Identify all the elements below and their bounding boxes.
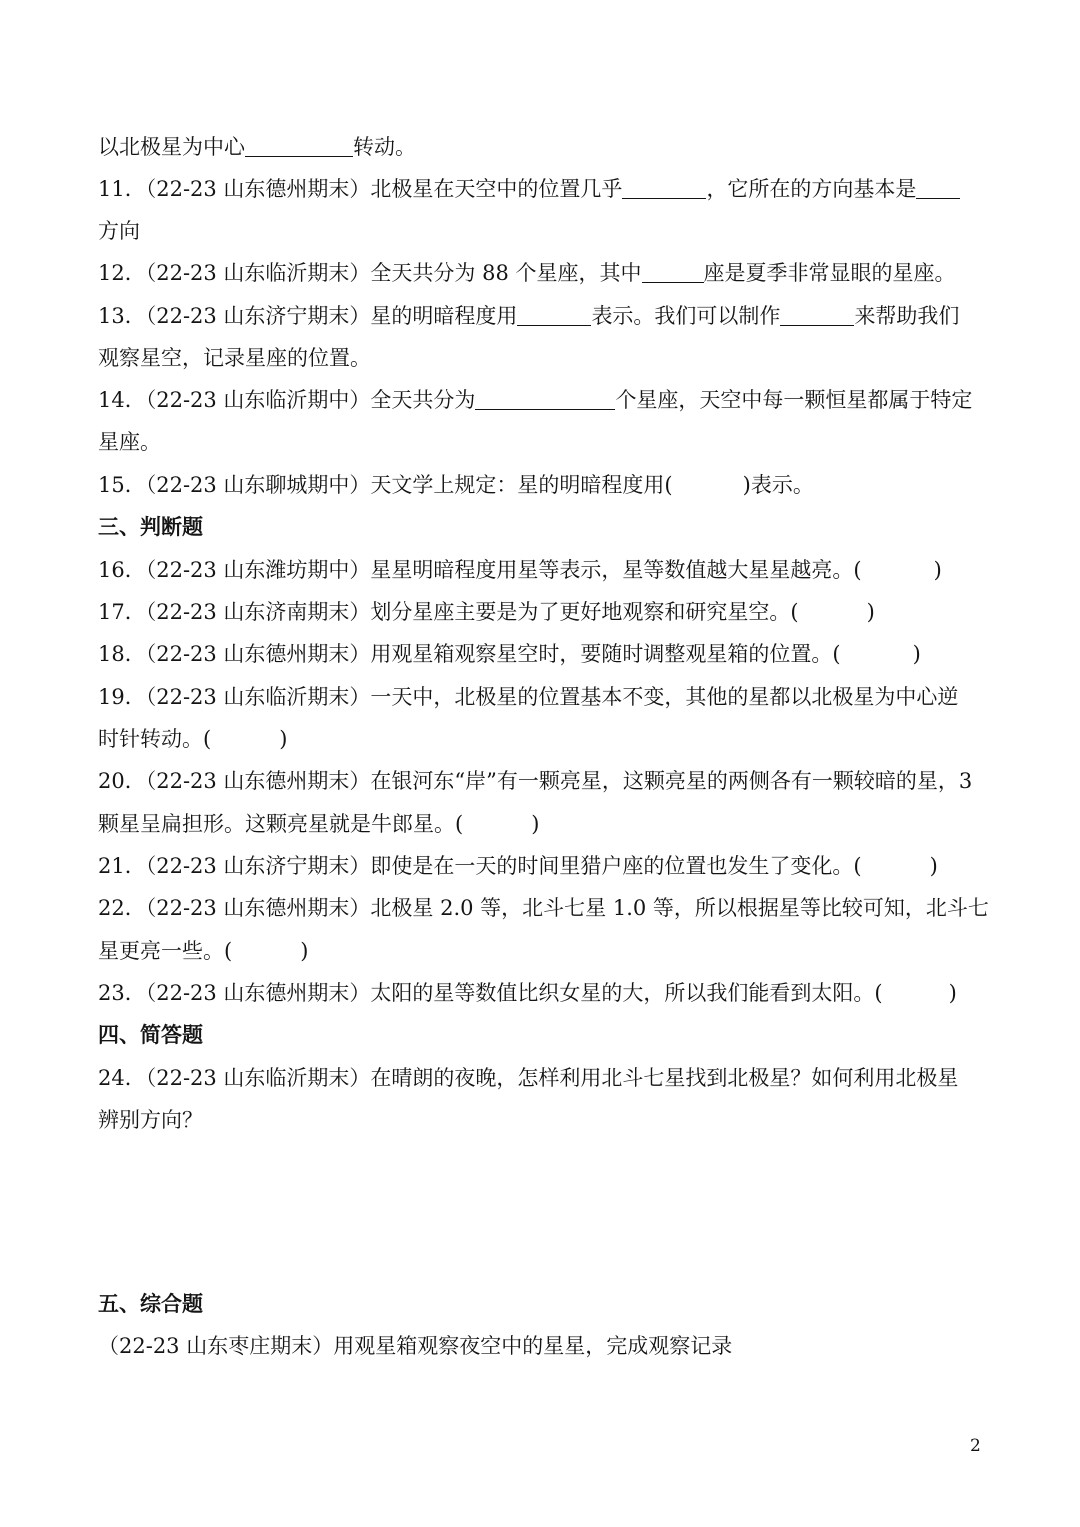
q14-text: 14．（22-23 山东临沂期中）全天共分为 [98,388,476,412]
q24-line2 [98,1105,998,1135]
q14-line1 [98,385,998,415]
q24-text-cont: 辨别方向？ [98,1108,203,1132]
q13-blank-1[interactable] [517,305,591,326]
section-heading-short-answer: 四、简答题 [98,1022,203,1047]
q19-close-paren: ) [279,727,288,751]
q10-text-post: 转动。 [353,135,416,159]
q20-line1 [98,766,998,796]
q10-blank[interactable] [245,136,353,157]
q12-text-post: 座是夏季非常显眼的星座。 [703,261,956,285]
q22-text-cont: 星更亮一些。( [98,939,233,963]
q13-text-cont: 观察星空，记录星座的位置。 [98,346,371,370]
q21-line [98,851,998,881]
q16-line [98,555,998,585]
q15-text: 15．（22-23 山东聊城期中）天文学上规定：星的明暗程度用( [98,473,673,497]
q20-close-paren: ) [531,812,540,836]
q17-text: 17．（22-23 山东济南期末）划分星座主要是为了更好地观察和研究星空。( [98,600,799,624]
q14-line2 [98,427,998,457]
q11-text: 11．（22-23 山东德州期末）北极星在天空中的位置几乎 [98,177,623,201]
q13-text-mid: 表示。我们可以制作 [591,304,781,328]
q22-close-paren: ) [300,939,309,963]
q20-line2 [98,809,998,839]
q23-text: 23．（22-23 山东德州期末）太阳的星等数值比织女星的大，所以我们能看到太阳。( [98,981,883,1005]
q20-text: 20．（22-23 山东德州期末）在银河东“岸”有一颗亮星，这颗亮星的两侧各有一颗较暗的星，3 [98,769,973,793]
q12-text: 12．（22-23 山东临沂期末）全天共分为 88 个星座，其中 [98,261,642,285]
q13-line1 [98,301,998,331]
q11-line2 [98,216,998,246]
q24-text: 24．（22-23 山东临沂期末）在晴朗的夜晚，怎样利用北斗七星找到北极星？如何利用北极星 [98,1066,959,1090]
q15-text-post: )表示。 [742,473,814,497]
q11-blank-2[interactable] [916,178,960,199]
q13-text: 13．（22-23 山东济宁期末）星的明暗程度用 [98,304,518,328]
q11-text-mid: ，它所在的方向基本是 [706,177,917,201]
q18-close-paren: ) [912,642,921,666]
q17-close-paren: ) [866,600,875,624]
q16-close-paren: ) [933,558,942,582]
q11-line1 [98,174,998,204]
q10-tail [98,132,998,162]
q21-text: 21．（22-23 山东济宁期末）即使是在一天的时间里猎户座的位置也发生了变化。( [98,854,862,878]
q24-line1 [98,1063,998,1093]
q12-blank[interactable] [642,262,704,283]
q11-blank-1[interactable] [622,178,706,199]
q14-text-post: 个星座，天空中每一颗恒星都属于特定 [615,388,973,412]
q21-close-paren: ) [929,854,938,878]
q11-text-cont: 方向 [98,219,140,243]
q10-text-pre: 以北极星为中心 [98,135,245,159]
q12-line [98,258,998,288]
q14-blank[interactable] [475,389,615,410]
q23-line [98,978,998,1008]
section-heading-comprehensive: 五、综合题 [98,1291,203,1316]
q22-line2 [98,936,998,966]
q13-text-post: 来帮助我们 [854,304,960,328]
q14-text-cont: 星座。 [98,430,161,454]
q18-line [98,639,998,669]
q17-line [98,597,998,627]
q19-line2 [98,724,998,754]
q19-line1 [98,682,998,712]
q25-line [98,1331,998,1361]
q22-text: 22．（22-23 山东德州期末）北极星 2.0 等，北斗七星 1.0 等，所以根据星等比较可知，北斗七 [98,896,989,920]
q20-text-cont: 颗星呈扁担形。这颗亮星就是牛郎星。( [98,812,464,836]
q13-line2 [98,343,998,373]
q13-blank-2[interactable] [780,305,854,326]
q19-text: 19．（22-23 山东临沂期末）一天中，北极星的位置基本不变，其他的星都以北极星为中心逆 [98,685,959,709]
section-heading-judgement: 三、判断题 [98,514,203,539]
q16-text: 16．（22-23 山东潍坊期中）星星明暗程度用星等表示，星等数值越大星星越亮。( [98,558,862,582]
q22-line1 [98,893,998,923]
q18-text: 18．（22-23 山东德州期末）用观星箱观察星空时，要随时调整观星箱的位置。( [98,642,841,666]
page-number: 2 [970,1436,981,1456]
q23-close-paren: ) [948,981,957,1005]
q25-text: （22-23 山东枣庄期末）用观星箱观察夜空中的星星，完成观察记录 [98,1334,733,1358]
q15-line [98,470,998,500]
q19-text-cont: 时针转动。( [98,727,212,751]
